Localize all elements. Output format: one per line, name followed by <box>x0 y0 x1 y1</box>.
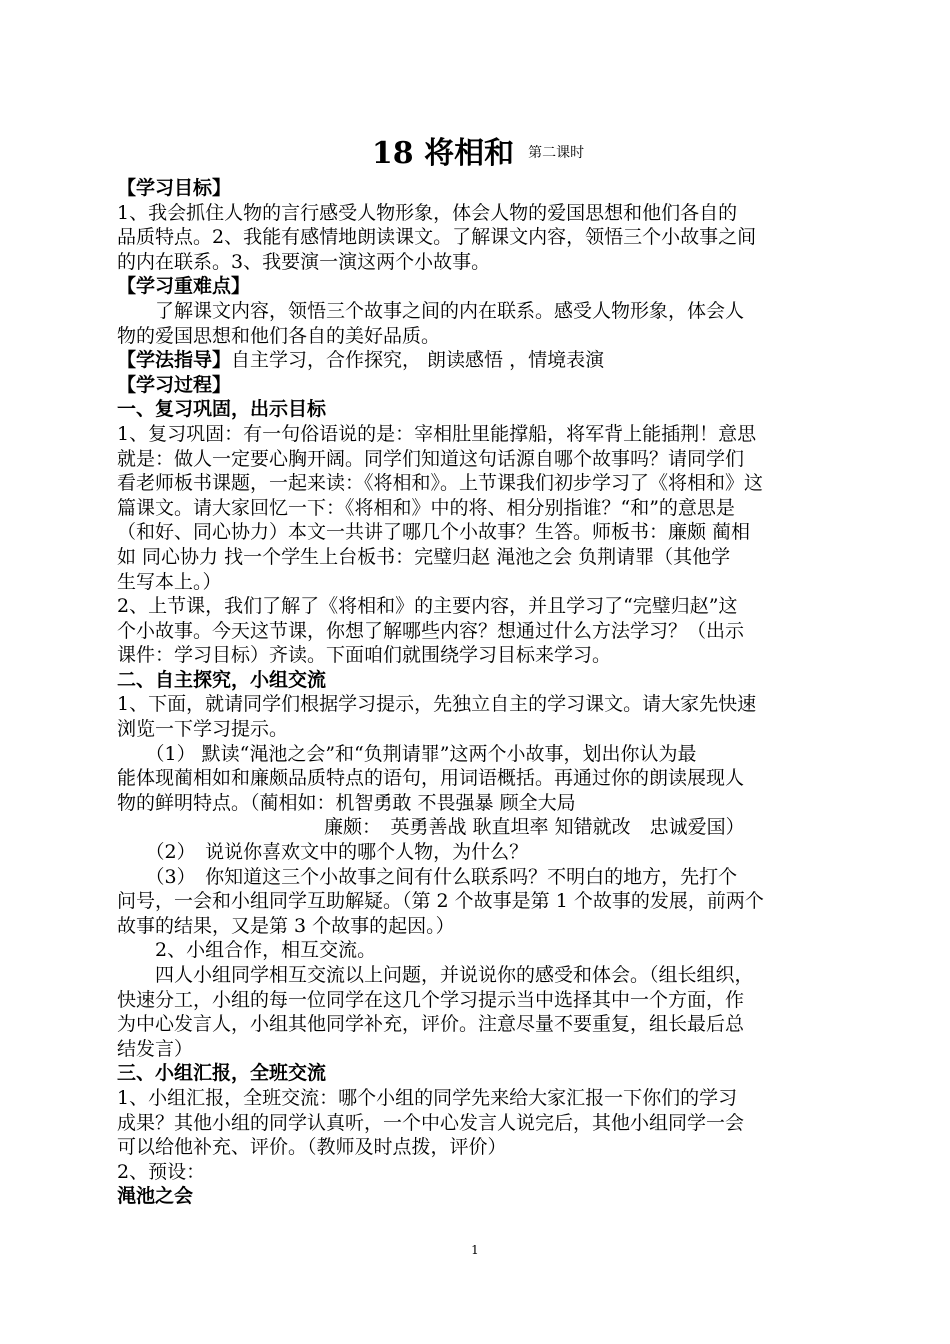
section-heading-process: 【学习过程】 <box>117 373 232 396</box>
text-line: 问号，一会和小组同学互助解疑。（第 2 个故事是第 1 个故事的发展，前两个 <box>117 890 764 913</box>
text-line: 篇课文。请大家回忆一下：《将相和》中的将、相分别指谁？“和”的意思是 <box>117 496 735 519</box>
page-title: 18 将相和 <box>371 136 515 171</box>
text-line: 生写本上。） <box>117 570 222 593</box>
text-line: 故事的结果，又是第 3 个故事的起因。） <box>117 914 455 937</box>
part-three-heading: 三、小组汇报，全班交流 <box>117 1062 327 1085</box>
text-line: 四人小组同学相互交流以上问题，并说说你的感受和体会。（组长组织， <box>117 964 754 986</box>
part-two-heading: 二、自主探究，小组交流 <box>117 668 327 691</box>
text-line: 为中心发言人，小组其他同学补充，评价。注意尽量不要重复，组长最后总 <box>117 1013 745 1036</box>
subsection-heading: 渑池之会 <box>117 1185 194 1208</box>
page-number: 1 <box>471 1243 479 1257</box>
section-heading-method: 【学法指导】 <box>117 349 232 372</box>
title-row <box>117 132 839 174</box>
text-line: 2、预设： <box>117 1160 206 1183</box>
text-line: 1、我会抓住人物的言行感受人物形象，体会人物的爱国思想和他们各自的 <box>117 201 738 224</box>
text-line: 个小故事。今天这节课，你想了解哪些内容？想通过什么方法学习？（出示 <box>117 619 745 642</box>
text-line: 1、复习巩固：有一句俗语说的是：宰相肚里能撑船，将军背上能插荆！意思 <box>117 422 757 445</box>
text-line: 快速分工，小组的每一位同学在这几个学习提示当中选择其中一个方面，作 <box>117 988 745 1011</box>
section-heading-goals: 【学习目标】 <box>117 177 232 199</box>
text-line: （2） 说说你喜欢文中的哪个人物，为什么？ <box>117 841 529 864</box>
lesson-subtitle: 第二课时 <box>528 145 585 161</box>
text-line: 浏览一下学习提示。 <box>117 718 289 741</box>
text-line: 2、上节课，我们了解了《将相和》的主要内容，并且学习了“完璧归赵”这 <box>117 595 738 618</box>
text-line: 如 同心协力 找一个学生上台板书：完璧归赵 渑池之会 负荆请罪（其他学 <box>117 545 731 568</box>
method-text: 自主学习，合作探究， 朗读感悟 ，情境表演 <box>231 349 605 372</box>
text-line: 1、下面，就请同学们根据学习提示，先独立自主的学习课文。请大家先快速 <box>117 693 757 716</box>
text-line: 的内在联系。3、我要演一演这两个小故事。 <box>117 250 491 273</box>
document-page <box>117 132 839 1209</box>
text-line: 看老师板书课题，一起来读：《将相和》。上节课我们初步学习了《将相和》这 <box>117 472 764 495</box>
text-line: 成果？其他小组的同学认真听，一个中心发言人说完后，其他小组同学一会 <box>117 1111 745 1134</box>
text-line: 能体现蔺相如和廉颇品质特点的语句，用词语概括。再通过你的朗读展现人 <box>117 767 745 790</box>
text-line: 1、小组汇报，全班交流：哪个小组的同学先来给大家汇报一下你们的学习 <box>117 1086 738 1109</box>
text-line: 品质特点。2、我能有感情地朗读课文。了解课文内容，领悟三个小故事之间 <box>117 226 757 249</box>
text-line: 可以给他补充、评价。（教师及时点拨，评价） <box>117 1136 507 1159</box>
text-line: 廉颇： 英勇善战 耿直坦率 知错就改 忠诚爱国） <box>324 816 745 839</box>
text-line: （3） 你知道这三个小故事之间有什么联系吗？不明白的地方，先打个 <box>117 865 738 888</box>
method-line <box>117 348 839 373</box>
text-line: 物的爱国思想和他们各自的美好品质。 <box>117 324 441 347</box>
text-line: 物的鲜明特点。（蔺相如：机智勇敢 不畏强暴 顾全大局 <box>117 791 576 814</box>
text-line: 2、小组合作，相互交流。 <box>117 939 377 962</box>
text-line: 就是：做人一定要心胸开阔。同学们知道这句话源自哪个故事吗？请同学们 <box>117 447 745 470</box>
section-heading-key-points: 【学习重难点】 <box>117 275 251 298</box>
part-one-heading: 一、复习巩固，出示目标 <box>117 398 327 421</box>
text-line: 课件：学习目标）齐读。下面咱们就围绕学习目标来学习。 <box>117 644 612 667</box>
text-line: （和好、同心协力）本文一共讲了哪几个小故事？生答。师板书：廉颇 蔺相 <box>117 521 751 544</box>
text-line: （1） 默读“渑池之会”和“负荆请罪”这两个小故事，划出你认为最 <box>117 742 697 765</box>
text-line: 结发言） <box>117 1037 194 1060</box>
text-line: 了解课文内容，领悟三个故事之间的内在联系。感受人物形象，体会人 <box>117 299 745 322</box>
